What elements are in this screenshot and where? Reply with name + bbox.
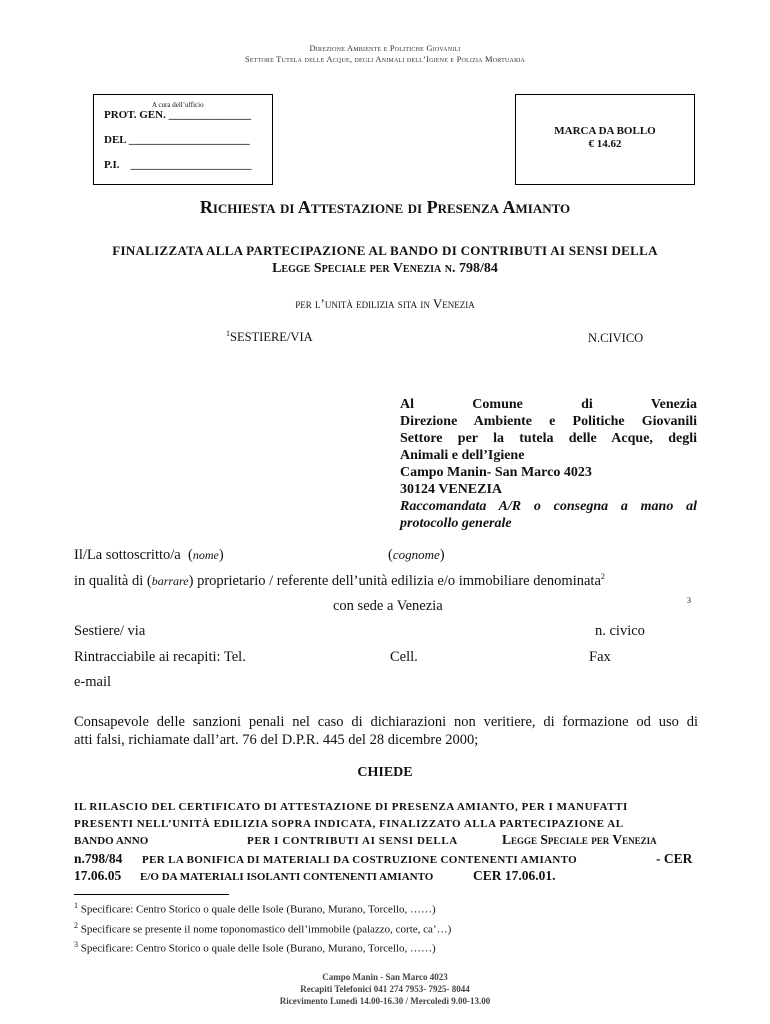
footer-hours: Ricevimento Lunedì 14.00-16.30 / Mercoledì 9.00-13.00 (279, 996, 491, 1006)
recipient-line: 30124 VENEZIA (400, 482, 503, 497)
footnote-ref-1: 1 (226, 329, 230, 338)
barrare-label: barrare (151, 573, 189, 588)
email-label: e-mail (74, 674, 112, 690)
header-sector: Settore Tutela delle Acque, degli Animali dell’Igiene e Polizia Mortuaria (244, 54, 526, 64)
protocol-caption: A cura dell’ufficio (152, 101, 204, 109)
footnote: $^1$ Specificare: Centro Storico o quale delle Isole (Burano, Murano, Torcello, ……) (74, 901, 436, 916)
phone-label: Rintracciabile ai recapiti: Tel. (74, 649, 246, 665)
footer-address: Campo Manin - San Marco 4023 (322, 972, 448, 982)
request-line4: n.798/84 PER LA BONIFICA DI MATERIALI DA COSTRUZIONE CONTENENTI AMIANTO - CER (74, 851, 693, 866)
declaration-line2: atti falsi, richiamate dall’art. 76 del D.P.R. 445 del 28 dicembre 2000; (74, 732, 479, 748)
cell-label: Cell. (390, 649, 418, 665)
request-line1: IL RILASCIO DEL CERTIFICATO DI ATTESTAZIONE DI PRESENZA AMIANTO, PER I MANUFATTI (74, 801, 628, 813)
protocol-pi-field: P.I. ______________________ (104, 159, 252, 171)
revenue-stamp-box (515, 94, 695, 185)
declaration-line1: Consapevole delle sanzioni penali nel caso di dichiarazioni non veritiere, di formazione od uso di (74, 714, 698, 730)
recipient-line: Animali e dell’Igiene (400, 448, 525, 463)
sestiere-via-label: Sestiere/ via (74, 623, 146, 639)
protocol-box (93, 94, 273, 185)
location-civico: N.CIVICO (588, 331, 644, 345)
request-paragraph (74, 799, 698, 884)
recipient-line: Al Comune di Venezia (400, 397, 697, 412)
surname-label: (cognome) (388, 547, 445, 563)
revenue-stamp-label: MARCA DA BOLLO (554, 125, 656, 137)
footnote-ref-2: 2 (600, 572, 605, 581)
nome-label: nome (192, 548, 219, 562)
role-row: in qualità di (barrare) proprietario / referente dell’unità edilizia e/o immobiliare denominata$^2$ (74, 572, 605, 589)
cognome-label: cognome (392, 547, 440, 562)
declaration-paragraph (74, 713, 698, 749)
sestiere-label: SESTIERE/VIA (230, 330, 313, 345)
subtitle-line2: Legge Speciale per Venezia n. 798/84 (272, 261, 498, 276)
chiede-heading: CHIEDE (357, 765, 413, 780)
footnote-divider (74, 894, 229, 895)
fax-label: Fax (589, 649, 611, 665)
applicant-name-row: Il/La sottoscritto/a (nome) (74, 547, 224, 563)
recipient-line: Direzione Ambiente e Politiche Giovanili (400, 414, 697, 429)
recipient-line: Campo Manin- San Marco 4023 (400, 465, 592, 480)
request-line2: PRESENTI NELL’UNITÀ EDILIZIA SOPRA INDICATA, FINALIZZATO ALLA PARTECIPAZIONE AL (74, 818, 624, 830)
civico-label: n. civico (595, 623, 645, 639)
footnote-ref-3: 3 (687, 596, 691, 605)
location-sestiere (226, 329, 313, 345)
protocol-date-field: DEL ______________________ (104, 134, 250, 146)
subtitle-line1: FINALIZZATA ALLA PARTECIPAZIONE AL BANDO DI CONTRIBUTI AI SENSI DELLA (112, 243, 658, 258)
request-line5: 17.06.05 E/O DA MATERIALI ISOLANTI CONTENENTI AMIANTO CER 17.06.01. (74, 868, 556, 883)
recipient-line: Settore per la tutela delle Acque, degli (400, 431, 697, 446)
sottoscritto-label: Il/La sottoscritto/a (74, 547, 181, 563)
protocol-number-field: PROT. GEN. _______________ (104, 109, 252, 121)
sede-label: con sede a Venezia (333, 598, 443, 614)
footer-phones: Recapiti Telefonici 041 274 7953- 7925- 8044 (300, 984, 470, 994)
header-department: Direzione Ambiente e Politiche Giovanili (309, 43, 461, 53)
footnote: $^3$ Specificare: Centro Storico o quale delle Isole (Burano, Murano, Torcello, ……) (74, 940, 436, 955)
footnote: $^2$ Specificare se presente il nome toponomastico dell’immobile (palazzo, corte, ca’…) (74, 920, 452, 936)
footnotes (74, 898, 451, 957)
recipient-address (400, 396, 697, 532)
delivery-method: Raccomandata A/R o consegna a mano al (400, 499, 697, 514)
subtitle-line3: per l’unità edilizia sita in Venezia (295, 296, 475, 311)
revenue-stamp-amount: € 14.62 (588, 138, 622, 150)
delivery-method-cont: protocollo generale (400, 516, 512, 531)
request-line3: BANDO ANNO PER I CONTRIBUTI AI SENSI DELLA Legge Speciale per Venezia (74, 832, 657, 847)
document-title: Richiesta di Attestazione di Presenza Amianto (199, 197, 571, 217)
